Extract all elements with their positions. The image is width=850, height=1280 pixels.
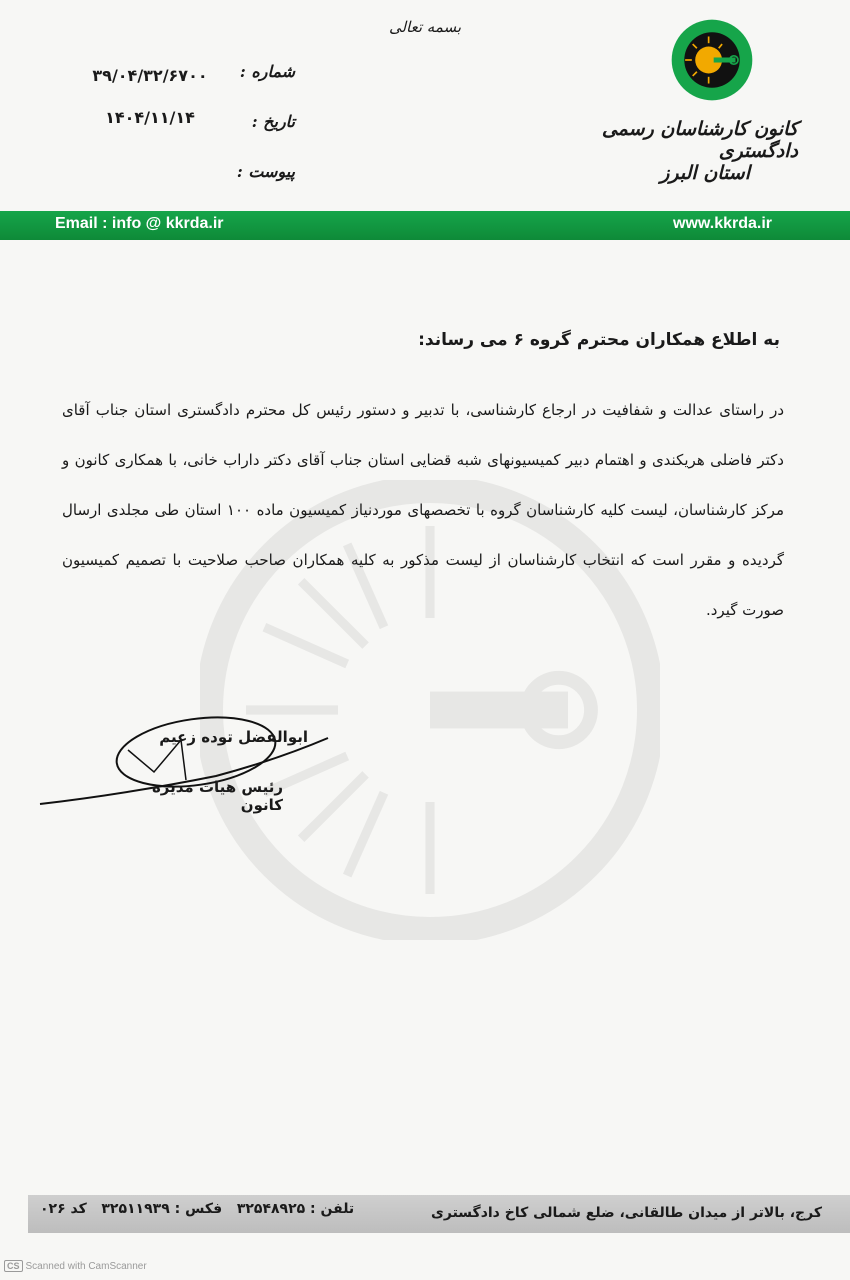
phone-number: ۳۲۵۴۸۹۲۵ [236,1201,306,1217]
signer-name: ابوالفضل توده زعیم [159,728,308,746]
letter-heading: به اطلاع همکاران محترم گروه ۶ می رساند: [418,330,780,350]
letter-number: ۳۹/۰۴/۳۲/۶۷۰۰ [92,66,208,85]
contact-bar [0,211,850,240]
website-link[interactable]: www.kkrda.ir [673,215,772,232]
camscanner-badge: CS [4,1260,23,1272]
date-label: تاریخ : [251,112,295,131]
fax-number: ۳۲۵۱۱۹۳۹ [101,1201,170,1217]
area-code-label: کد [70,1201,87,1217]
scanner-watermark [4,1260,147,1272]
footer-address: کرج، بالاتر از میدان طالقانی، ضلع شمالی کاخ دادگستری [431,1205,822,1221]
email-link[interactable]: Email : info @ kkrda.ir [55,215,224,232]
scanner-text: Scanned with CamScanner [25,1261,147,1272]
signer-title: رئیس هیات مدیره کانون [151,778,283,814]
org-logo-icon [670,18,754,102]
fax-label: فکس : [174,1201,223,1217]
letter-body: در راستای عدالت و شفافیت در ارجاع کارشناسی، با تدبیر و دستور رئیس کل محترم دادگستری استان جناب آقای دکتر فاضلی هریکندی و اهتمام دبیر کمیسیونهای شبه قضایی استان جناب آقای دکتر داراب خانی، با همکاری کانون و مرکز کارشناسان، لیست کلیه کارشناسان گروه با تخصصهای موردنیاز کمیسیون ماده ۱۰۰ استان طی مجلدی ارسال گردیده و مقرر است که انتخاب کارشناسان از لیست مذکور به کلیه همکاران صاحب صلاحیت با تصمیم کمیسیون صورت گیرد. [62,401,784,619]
footer-contacts [40,1201,354,1217]
footer-bar [28,1195,850,1233]
org-province: استان البرز [660,162,750,184]
letter-date: ۱۴۰۴/۱۱/۱۴ [105,108,195,127]
basmala: بسمه تعالی [388,18,462,36]
number-label: شماره : [239,62,295,81]
area-code: ۰۲۶ [40,1201,66,1217]
org-name: کانون کارشناسان رسمی دادگستری [601,118,798,162]
attachment-label: پیوست : [236,162,295,181]
phone-label: تلفن : [310,1201,355,1217]
